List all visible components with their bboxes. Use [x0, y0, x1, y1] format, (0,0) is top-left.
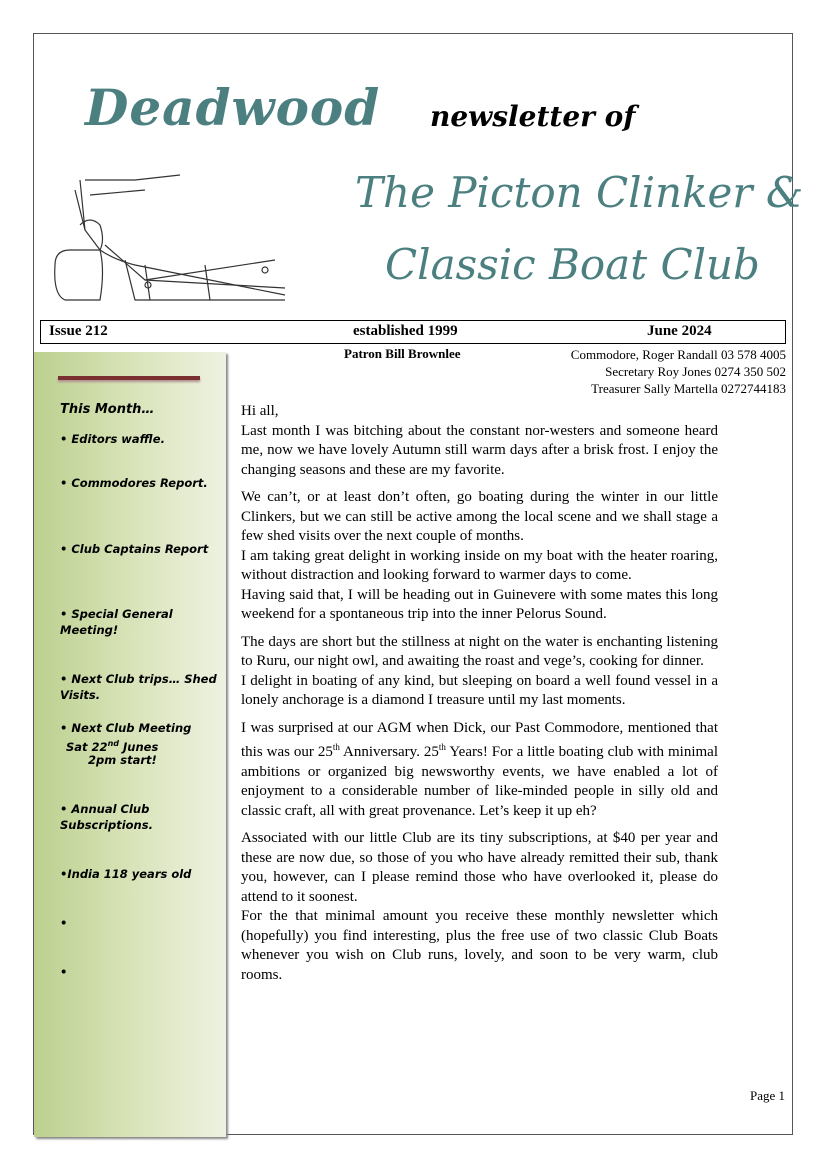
established-year: established 1999: [353, 323, 458, 339]
paragraph: For the that minimal amount you receive these monthly newsletter which (hopefully) you find interesting, plus the free use of two classic Club Boats whenever you wish on Club runs, lovely, and soon to be very warm, club rooms.: [241, 908, 718, 983]
page-number: Page 1: [750, 1088, 786, 1103]
officer-treasurer: Treasurer Sally Martella 0272744183: [591, 381, 786, 396]
patron-line: Patron Bill Brownlee: [344, 346, 461, 361]
contents-item: • Next Club trips… Shed Visits.: [60, 672, 217, 702]
paragraph: The days are short but the stillness at night on the water is enchanting listening to Ruru, our night owl, and awaiting the roast and vege’s, cooking for dinner.: [241, 633, 718, 669]
sidebar-heading: This Month…: [60, 402, 155, 417]
contents-item: •India 118 years old: [60, 867, 192, 881]
paragraph: Associated with our little Club are its tiny subscriptions, at $40 per year and these are now due, so those of you who have already remitted their sub, thank you, however, can I please remind those who have overlooked it, please do attend to it soonest.: [241, 830, 718, 905]
paragraph-anniversary: [241, 719, 718, 822]
editorial-body: [241, 402, 718, 985]
contents-sidebar: [34, 352, 226, 1137]
contents-item: •: [60, 965, 68, 979]
paragraph: Having said that, I will be heading out in Guinevere with some mates this long weekend for a spontaneous trip into the inner Pelorus Sound.: [241, 586, 718, 622]
contents-item: • Special General Meeting!: [60, 607, 173, 637]
greeting: Hi all,: [241, 403, 279, 419]
paragraph: I am taking great delight in working inside on my boat with the heater roaring, without distraction and looking forward to warmer days to come.: [241, 547, 718, 583]
contents-item: • Annual Club Subscriptions.: [60, 802, 153, 832]
officer-commodore: Commodore, Roger Randall 03 578 4005: [570, 347, 786, 362]
contents-item: • Next Club Meeting: [60, 721, 192, 735]
contents-item: • Editors waffle.: [60, 432, 165, 446]
sidebar-divider: [58, 376, 200, 380]
paragraph: I delight in boating of any kind, but sleeping on board a well found vessel in a lonely anchorage is a diamond I treasure until my last moments.: [241, 672, 718, 708]
club-name-line1: The Picton Clinker &: [355, 168, 804, 217]
meeting-time: 2pm start!: [88, 753, 157, 767]
contents-item: •: [60, 916, 68, 930]
issue-info-bar: [40, 320, 786, 344]
newsletter-subtitle: newsletter of: [430, 100, 636, 133]
anniversary-text-c: Years! For a little boating club with minimal ambitions or organized big newsworthy events, we have enabled a lot of enjoyment to a considerable number of like-minded people in silly old and classic craft, all with great provenance. Let’s keep it up eh?: [241, 744, 719, 819]
anniversary-text-b: Anniversary. 25: [339, 744, 439, 760]
club-officers: [571, 346, 786, 397]
newsletter-title: Deadwood: [85, 78, 381, 137]
sup-th-2: th: [438, 742, 446, 752]
boat-sketch-illustration: [45, 170, 295, 310]
contents-item: • Club Captains Report: [60, 542, 209, 556]
paragraph: We can’t, or at least don’t often, go boating during the winter in our little Clinkers, but we can still be active among the local scene and we shall stage a few shed visits over the next couple of months.: [241, 489, 718, 544]
meeting-date-prefix: Sat 22: [66, 739, 108, 754]
issue-date: June 2024: [647, 323, 712, 339]
sup-th-1: th: [332, 742, 340, 752]
meeting-date-sup: nd: [107, 739, 119, 748]
meeting-date-suffix: Junes: [118, 739, 159, 754]
contents-item: • Commodores Report.: [60, 476, 208, 490]
officer-secretary: Secretary Roy Jones 0274 350 502: [605, 364, 786, 379]
club-name-line2: Classic Boat Club: [385, 240, 760, 289]
issue-number: Issue 212: [49, 323, 108, 339]
anniversary-text-a: I was surprised at our AGM when Dick, our Past Commodore, mentioned that this was our 25: [241, 719, 718, 760]
paragraph: Last month I was bitching about the constant nor-westers and someone heard me, now we have lovely Autumn still warm days after a brisk frost. I enjoy the changing seasons and these are my favorite.: [241, 422, 718, 478]
